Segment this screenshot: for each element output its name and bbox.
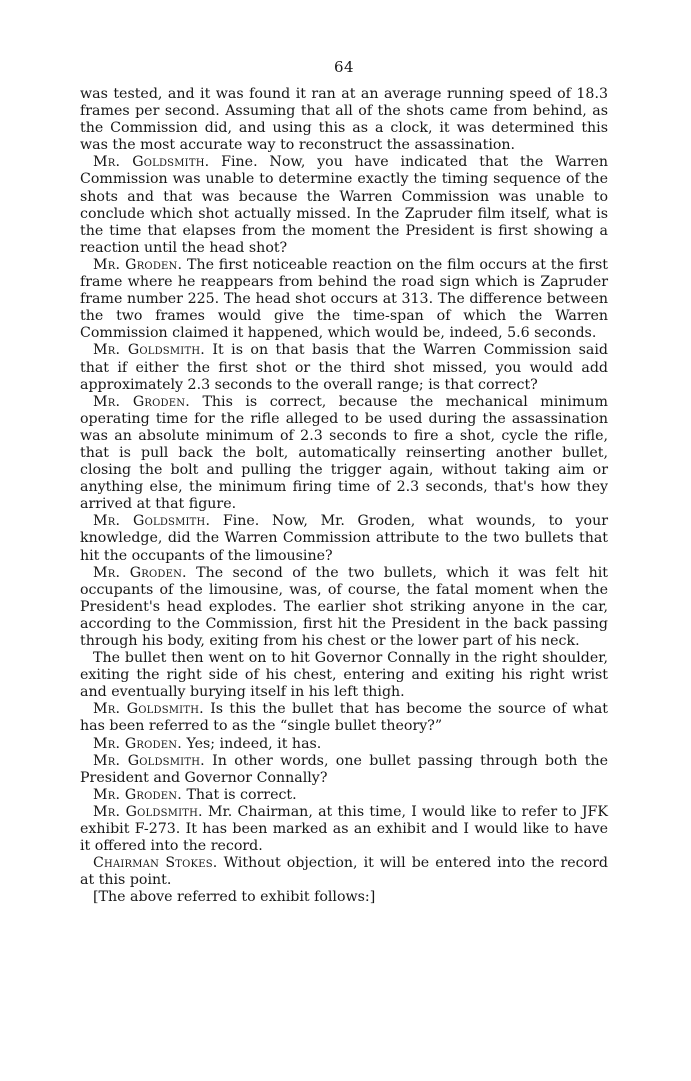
paragraph-13 — [80, 804, 608, 855]
paragraph-8 — [80, 650, 608, 701]
document-page — [80, 58, 608, 907]
transcript-body — [80, 86, 608, 907]
page-number: 64 — [333, 58, 355, 76]
paragraph-4 — [80, 342, 608, 393]
speaker-name: Mr. Groden. — [93, 564, 187, 581]
paragraph-text: Is this the bullet that has become the source of what has been referred to as the “single bullet theory?” — [80, 701, 608, 735]
paragraph-14 — [80, 855, 608, 889]
speaker-name: Mr. Goldsmith. — [93, 752, 205, 769]
paragraph-5 — [80, 394, 608, 514]
paragraph-1 — [80, 86, 608, 154]
paragraph-7 — [80, 565, 608, 650]
paragraph-text: In other words, one bullet passing through both the President and Governor Connally? — [80, 752, 608, 786]
paragraph-3 — [80, 257, 608, 342]
paragraph-12 — [80, 787, 608, 804]
paragraph-text: The second of the two bullets, which it was felt hit occupants of the limousine, was, of course, the fatal moment when the President's head explodes. The earlier shot striking anyone in the car, according to the Commission, first hit the President in the back passing through his body, exiting from his chest or the lower part of his neck. — [80, 564, 608, 649]
speaker-name: Mr. Goldsmith. — [93, 154, 210, 171]
paragraph-10 — [80, 736, 608, 753]
paragraph-text: The first noticeable reaction on the film occurs at the first frame where he reappears from behind the road sign which is Zapruder frame number 225. The head shot occurs at 313. The difference between the two frames would give the time-span of which the Warren Commission claimed it happened, which would be, indeed, 5.6 seconds. — [80, 256, 608, 342]
paragraph-text: This is correct, because the mechanical minimum operating time for the rifle alleged to be used during the assassination was an absolute minimum of 2.3 seconds to fire a shot, cycle the rifle, that is pull back the bolt, automatically reinserting another bullet, closing the bolt and pulling the trigger again, without taking aim or anything else, the minimum firing time of 2.3 seconds, that's how they arrived at that figure. — [80, 393, 608, 513]
speaker-name: Mr. Goldsmith. — [93, 342, 205, 359]
speaker-name: Chairman Stokes. — [93, 855, 218, 872]
speaker-name: Mr. Groden. — [93, 256, 183, 273]
paragraph-9 — [80, 701, 608, 735]
paragraph-text: The bullet then went on to hit Governor Connally in the right shoulder, exiting the right side of his chest, entering and exiting his right wrist and eventually burying itself in his left thigh. — [80, 650, 608, 701]
paragraph-text: [The above referred to exhibit follows:] — [93, 889, 376, 906]
speaker-name: Mr. Goldsmith. — [93, 701, 204, 718]
paragraph-text: That is correct. — [186, 786, 297, 803]
paragraph-text: Mr. Chairman, at this time, I would like to refer to JFK exhibit F-273. It has been marked as an exhibit and I would like to have it offered into the record. — [80, 803, 609, 855]
paragraph-text: Fine. Now, you have indicated that the Warren Commission was unable to determine exactly the timing sequence of the shots and that was because the Warren Commission was unable to conclude which shot actually missed. In the Zapruder film itself, what is the time that elapses from the moment the President is first showing a reaction until the head shot? — [80, 154, 608, 256]
paragraph-text: Fine. Now, Mr. Groden, what wounds, to your knowledge, did the Warren Commission attribute to the two bullets that hit the occupants of the limousine? — [80, 513, 609, 564]
paragraph-2 — [80, 154, 608, 257]
paragraph-15 — [80, 889, 608, 906]
speaker-name: Mr. Groden. — [93, 786, 182, 803]
paragraph-6 — [80, 513, 608, 564]
paragraph-11 — [80, 753, 608, 787]
speaker-name: Mr. Goldsmith. — [93, 803, 203, 820]
paragraph-text: was tested, and it was found it ran at an average running speed of 18.3 frames per second. Assuming that all of the shots came from behind, as the Commission did, and using this as a clock, it was determined this was the most accurate way to reconstruct the assassination. — [80, 86, 608, 154]
speaker-name: Mr. Groden. — [93, 393, 190, 410]
speaker-name: Mr. Groden. — [93, 735, 182, 752]
paragraph-text: It is on that basis that the Warren Commission said that if either the first shot or the third shot missed, you would add approximately 2.3 seconds to the overall range; is that correct? — [80, 342, 608, 393]
paragraph-text: Yes; indeed, it has. — [186, 735, 322, 752]
speaker-name: Mr. Goldsmith. — [93, 513, 211, 530]
paragraph-text: Without objection, it will be entered into the record at this point. — [80, 855, 609, 889]
